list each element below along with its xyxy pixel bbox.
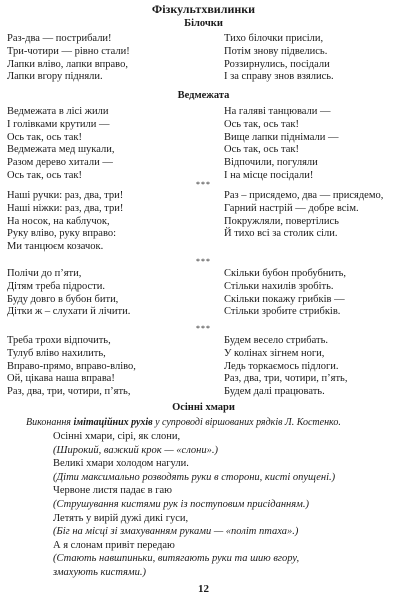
poem-4-right bbox=[224, 268, 346, 319]
movement-instruction: (Біг на місці зі змахуванням руками — «політ птаха».) bbox=[53, 526, 299, 538]
intro-bold: імітаційних рухів bbox=[73, 417, 153, 428]
poem-line: Роззирнулись, посідали bbox=[224, 58, 330, 70]
section-heading-bilochky: Білочки bbox=[184, 18, 223, 29]
poem-line: Вище лапки піднімали — bbox=[224, 131, 339, 143]
poem-line: Відпочили, погуляли bbox=[224, 157, 318, 169]
poem-line: Ледь торкаємось підлоги. bbox=[224, 360, 339, 372]
page-number: 12 bbox=[198, 583, 209, 595]
poem-line: І за справу знов взялись. bbox=[224, 71, 334, 83]
intro-suffix: у супроводі віршованих рядків Л. Костенко. bbox=[152, 417, 341, 428]
poem-line: Тулуб вліво нахилить, bbox=[7, 347, 106, 359]
poem-line: Гарний настрій — добре всім. bbox=[224, 202, 359, 214]
poem-line: Треба трохи відпочить, bbox=[7, 335, 111, 346]
poem-vedmezhata-right bbox=[224, 106, 338, 183]
poem-line: Вправо-прямо, вправо-вліво, bbox=[7, 360, 136, 372]
poem-line: Ведмежата мед шукали, bbox=[7, 144, 115, 156]
movement-instruction: змахують кистями.) bbox=[53, 566, 146, 578]
poem-line: Ой, цікава наша вправа! bbox=[7, 373, 115, 385]
poem-line: Скільки бубон пробубнить, bbox=[224, 268, 347, 279]
poem-line: А я слонам привіт передаю bbox=[53, 539, 175, 551]
movement-instruction: (Стають навшпиньки, витягають руки та шию вгору, bbox=[53, 553, 300, 565]
poem-line: Раз-два — пострибали! bbox=[7, 33, 112, 44]
poem-line: Раз, два, три, чотири, п’ять, bbox=[224, 373, 348, 385]
poem-line: Ми танцюєм козачок. bbox=[7, 241, 104, 253]
poem-line: Наші ніжки: раз, два, три! bbox=[7, 202, 124, 214]
poem-line: Тихо білочки присіли, bbox=[224, 33, 324, 44]
page-title: Фізкультхвилинки bbox=[151, 2, 256, 16]
poem-line: Скільки покажу грибків — bbox=[224, 293, 345, 305]
section-separator-stars: *** bbox=[196, 180, 211, 189]
section-heading-vedmezhata: Ведмежата bbox=[177, 90, 230, 101]
poem-line: Лапки вгору підняли. bbox=[7, 71, 103, 83]
poem-line: Раз, два, три, чотири, п’ять, bbox=[7, 386, 131, 398]
poem-line: Ось так, ось так! bbox=[7, 131, 82, 143]
poem-line: Будем весело стрибать. bbox=[224, 335, 328, 346]
poem-line: На носок, на каблучок, bbox=[7, 215, 110, 227]
section-separator-stars: *** bbox=[196, 324, 211, 333]
poem-line: Будем далі працювать. bbox=[224, 386, 325, 398]
poem-line: Дітям треба підрости. bbox=[7, 280, 106, 292]
exercise-instructions bbox=[26, 416, 401, 429]
poem-bilochky-left bbox=[7, 33, 130, 84]
poem-line: Потім знову підвелись. bbox=[224, 45, 328, 57]
poem-line: Ось так, ось так! bbox=[224, 144, 299, 156]
poem-line: Летять у вирій дужі дикі гуси, bbox=[53, 512, 189, 524]
poem-line: Осінні хмари, сірі, як слони, bbox=[53, 431, 181, 442]
section-separator-stars: *** bbox=[196, 257, 211, 266]
poem-line: Ведмежата в лісі жили bbox=[7, 106, 109, 117]
poem-line: Дітки ж – слухати й лічити. bbox=[7, 306, 131, 318]
intro-prefix: Виконання bbox=[26, 417, 74, 428]
poem-line: Буду довго в бубон бити, bbox=[7, 293, 119, 305]
poem-5-left bbox=[7, 335, 136, 399]
poem-line: Полічи до п’яти, bbox=[7, 268, 82, 279]
poem-line: Покружляли, повертілись bbox=[224, 215, 339, 227]
poem-line: У колінах зігнем ноги, bbox=[224, 347, 325, 359]
poem-line: Великі хмари холодом нагули. bbox=[53, 458, 189, 470]
poem-line: Наші ручки: раз, два, три! bbox=[7, 190, 124, 201]
movement-instruction: (Струшування кистями рук із поступовим присіданням.) bbox=[53, 498, 309, 510]
poem-line: І на місце посідали! bbox=[224, 169, 314, 181]
poem-5-right bbox=[224, 335, 347, 399]
poem-line: На галяві танцювали — bbox=[224, 106, 331, 117]
poem-line: Раз – присядемо, два — присядемо, bbox=[224, 190, 384, 201]
poem-line: Ось так, ось так! bbox=[7, 169, 82, 181]
poem-3-left bbox=[7, 190, 123, 254]
poem-line: Ось так, ось так! bbox=[224, 118, 299, 130]
poem-line: І голівками крутили — bbox=[7, 118, 110, 130]
poem-vedmezhata-left bbox=[7, 106, 114, 183]
poem-line: Стільки зробите стрибків. bbox=[224, 306, 341, 318]
poem-line: Руку вліво, руку вправо: bbox=[7, 228, 117, 240]
poem-line: Стільки нахилів зробіть. bbox=[224, 280, 334, 292]
poem-line: Й тихо всі за столик сіли. bbox=[224, 228, 338, 240]
movement-instruction: (Широкий, важкий крок — «слони».) bbox=[53, 444, 219, 456]
section-heading-osinni-khmary: Осінні хмари bbox=[172, 402, 235, 413]
poem-line: Червоне листя падає в гаю bbox=[53, 485, 173, 497]
poem-osinni-khmary bbox=[53, 430, 335, 580]
poem-line: Три-чотири — рівно стали! bbox=[7, 45, 130, 57]
poem-4-left bbox=[7, 268, 130, 319]
poem-line: Лапки вліво, лапки вправо, bbox=[7, 58, 128, 70]
poem-line: Разом дерево хитали — bbox=[7, 157, 113, 169]
poem-3-right bbox=[224, 190, 383, 241]
poem-bilochky-right bbox=[224, 33, 334, 84]
movement-instruction: (Діти максимально розводять руки в сторони, кисті опущені.) bbox=[53, 471, 336, 483]
